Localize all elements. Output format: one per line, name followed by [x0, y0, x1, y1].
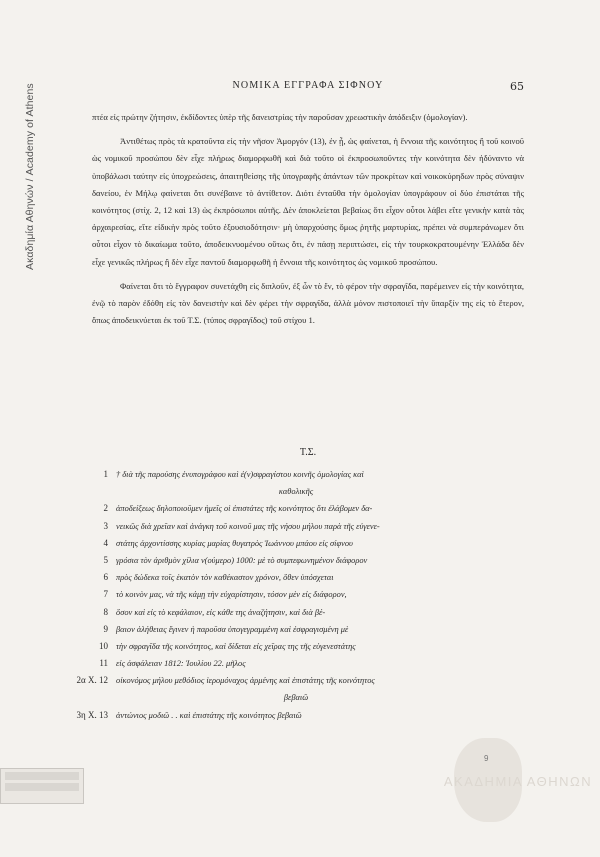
document-line — [40, 552, 540, 569]
line-text: † διὰ τῆς παρούσης ἐνυπογράφου καὶ ἐ(ν)σφραγίστου κοινῆς ὁμολογίας καὶ — [116, 470, 364, 479]
line-number: 5 — [103, 554, 108, 565]
document-line — [40, 655, 540, 672]
paragraph: πτέα εἰς πρώτην ζήτησιν, ἐκδίδοντες ὑπὲρ τῆς δανειστρίας τὴν παροῦσαν χρεωστικὴν ἀπόδειξιν (ὁμολογίαν). — [92, 112, 468, 122]
line-text: καθολικῆς — [278, 487, 314, 497]
page-header — [92, 80, 524, 96]
document-line — [40, 604, 540, 621]
line-number: 10 — [99, 640, 108, 651]
document-line — [40, 569, 540, 586]
line-number: 9 — [103, 623, 108, 634]
line-text: ὅσον καὶ εἰς τὸ κεφάλαιον, εἰς κάθε της ἀναζήτησιν, καὶ διὰ βέ- — [116, 607, 326, 617]
paragraph: Ἀντιθέτως πρὸς τὰ κρατοῦντα εἰς τὴν νῆσον Ἀμοργόν (13), ἐν ᾗ, ὡς φαίνεται, ἡ ἔννοια τῆς κοινότητος ἢ τοῦ κοινοῦ ὡς νομικοῦ προσώπου δὲν εἶχε πλήρως διαμορφωθῆ καὶ διὰ τοῦτο οἱ ἐκπροσωποῦντες τὴν κοινότητα δὲν ἠδύναντο νὰ ὑποβάλωσι ταύτην εἰς ὑποχρεώσεις, ἀπαιτηθείσης τῆς ὑπογραφῆς ἁπάντων τῶν προκρίτων καὶ νοικοκύρηδων πρὸς σύναψιν δανείου, ἐν Μήλῳ φαίνεται ὅτι συνέβαινε τὸ ἀντίθετον. Διότι ἐνταῦθα τὴν ὁμολογίαν ὑπογράφουν οἱ δύο ἐπιστάται τῆς κοινότητος (στίχ. 2, 12 καὶ 13) ὡς ἐκπρόσωποι αὐτῆς. Δὲν ἀποκλείεται βεβαίως ὅτι εἶχον οὗτοι λάβει εἴτε γενικὴν κατὰ τὰς ἀρχαιρεσίας, εἴτε εἰδικὴν πρὸς τοῦτο ἐξουσιοδότησιν· μὴ ὑπαρχούσης ὅμως ῥητῆς μαρτυρίας, πρέπει νὰ συμπεράνωμεν ὅτι οὗτοι εἶχον τὸ δικαίωμα τοῦτο, ἀποδεικνυομένου οὕτως ὅτι, ἐν πάσῃ περιπτώσει, εἰς τὴν τουρκοκρατουμένην Ἑλλάδα δὲν εἶχε γενικῶς πλήρως ἢ δὲν εἶχε παντοῦ διαμορφωθῆ ἡ ἔννοια τῆς κοινότητος ὡς νομικοῦ προσώπου. — [92, 136, 524, 267]
document-line — [40, 483, 540, 500]
body-text — [92, 109, 524, 329]
line-text: στάτης ἀρχοντίσσης κυρίας μαρίας θυγατρὸς Ἰωάννου μπάου εἰς σίφνου — [116, 538, 353, 548]
document-line — [40, 500, 540, 517]
line-text: πρὸς δώδεκα τοῖς ἑκατὸν τὸν καθέκαστον χρόνον, ὅθεν ὑπόσχεται — [116, 573, 334, 583]
line-number: 1 — [103, 469, 108, 479]
line-number: 6 — [103, 572, 108, 583]
line-text: βαιον ἀλήθειας ἔγινεν ἡ παροῦσα ὑπογεγραμμένη καὶ ἐσφραγισμένη μὲ — [116, 624, 349, 634]
line-number: 8 — [103, 606, 108, 617]
line-text: ἀντώνιος μοδιῶ . . καὶ ἐπιστάτης τῆς κοινότητος βεβαιῶ — [116, 710, 302, 720]
page-number: 65 — [510, 80, 524, 93]
document-line — [40, 466, 540, 483]
line-text: βεβαιῶ — [283, 693, 309, 703]
line-number: 3 — [103, 520, 108, 531]
document-line — [40, 535, 540, 552]
document-line — [40, 672, 540, 689]
line-number: 4 — [103, 537, 108, 548]
library-stamp — [0, 768, 84, 804]
running-title: ΝΟΜΙΚΑ ΕΓΓΡΑΦΑ ΣΙΦΝΟΥ — [232, 80, 384, 91]
line-text: γρόσια τὸν ἀριθμὸν χίλια ν(ούμερο) 1000: μὲ τὸ συμπεφωνημένον διάφορον — [116, 555, 368, 565]
line-text: ἀποδείξεως δηλοποιοῦμεν ἡμεῖς οἱ ἐπιστάτες τῆς κοινότητος ὅτι ἐλάβομεν δα- — [116, 504, 373, 514]
logo-text: ΑΚΑΔΗΜΙΑ ΑΘΗΝΩΝ — [443, 774, 593, 789]
line-number: 2 — [103, 503, 108, 514]
paragraph: Φαίνεται ὅτι τὸ ἔγγραφον συνετάχθη εἰς διπλοῦν, ἐξ ὧν τὸ ἕν, τὸ φέρον τὴν σφραγῖδα, παρέμεινεν εἰς τὴν κοινότητα, ἐνῷ τὸ παρὸν ἐδόθη εἰς τὸν δανειστὴν καὶ δὲν φέρει τὴν σφραγῖδα, ἀλλὰ μόνον πιστοποιεῖ τὴν ὕπαρξίν της εἰς τὸ ἕτερον, ὅπως ἀποδεικνύεται ἐκ τοῦ Τ.Σ. (τύπος σφραγῖδος) τοῦ στίχου 1. — [92, 280, 524, 326]
document-transcription — [40, 466, 540, 724]
line-number: 11 — [99, 658, 108, 669]
line-text: οἰκονόμος μήλου μεθόδιος ἱερομόναχος ἀρμένης καὶ ἐπιστάτης τῆς κοινότητος — [116, 676, 375, 686]
document-line — [40, 518, 540, 535]
line-text: εἰς ἀσφάλειαν 1812: Ἰουλίου 22. μῆλος — [116, 659, 246, 669]
document-line — [40, 707, 540, 724]
document-heading: Τ.Σ. — [299, 447, 317, 458]
document-line — [40, 621, 540, 638]
document-line — [40, 586, 540, 603]
line-text: τὴν σφραγῖδα τῆς κοινότητος, καὶ δίδεται εἰς χεῖρας της τῆς εὐγενεστάτης — [116, 641, 356, 651]
line-number: 7 — [103, 589, 108, 600]
side-watermark-text: Ακαδημία Αθηνών / Academy of Athens — [24, 83, 36, 270]
line-text: νεικῶς διὰ χρεῖαν καὶ ἀνάγκη τοῦ κοινοῦ μας τῆς νήσου μήλου παρὰ τῆς εὐγενε- — [116, 521, 380, 531]
document-line — [40, 638, 540, 655]
line-number: 3η Χ. 13 — [76, 709, 108, 720]
document-line — [40, 689, 540, 706]
side-watermark — [22, 20, 42, 270]
logo-mark: 9 — [484, 754, 489, 763]
line-number: 2α Χ. 12 — [76, 675, 108, 686]
academy-logo-watermark — [438, 738, 598, 828]
line-text: τὸ κοινὸν μας, νὰ τῆς κάμῃ τὴν εὐχαρίστησιν, τόσον μὲν εἰς διάφορον, — [116, 590, 347, 600]
